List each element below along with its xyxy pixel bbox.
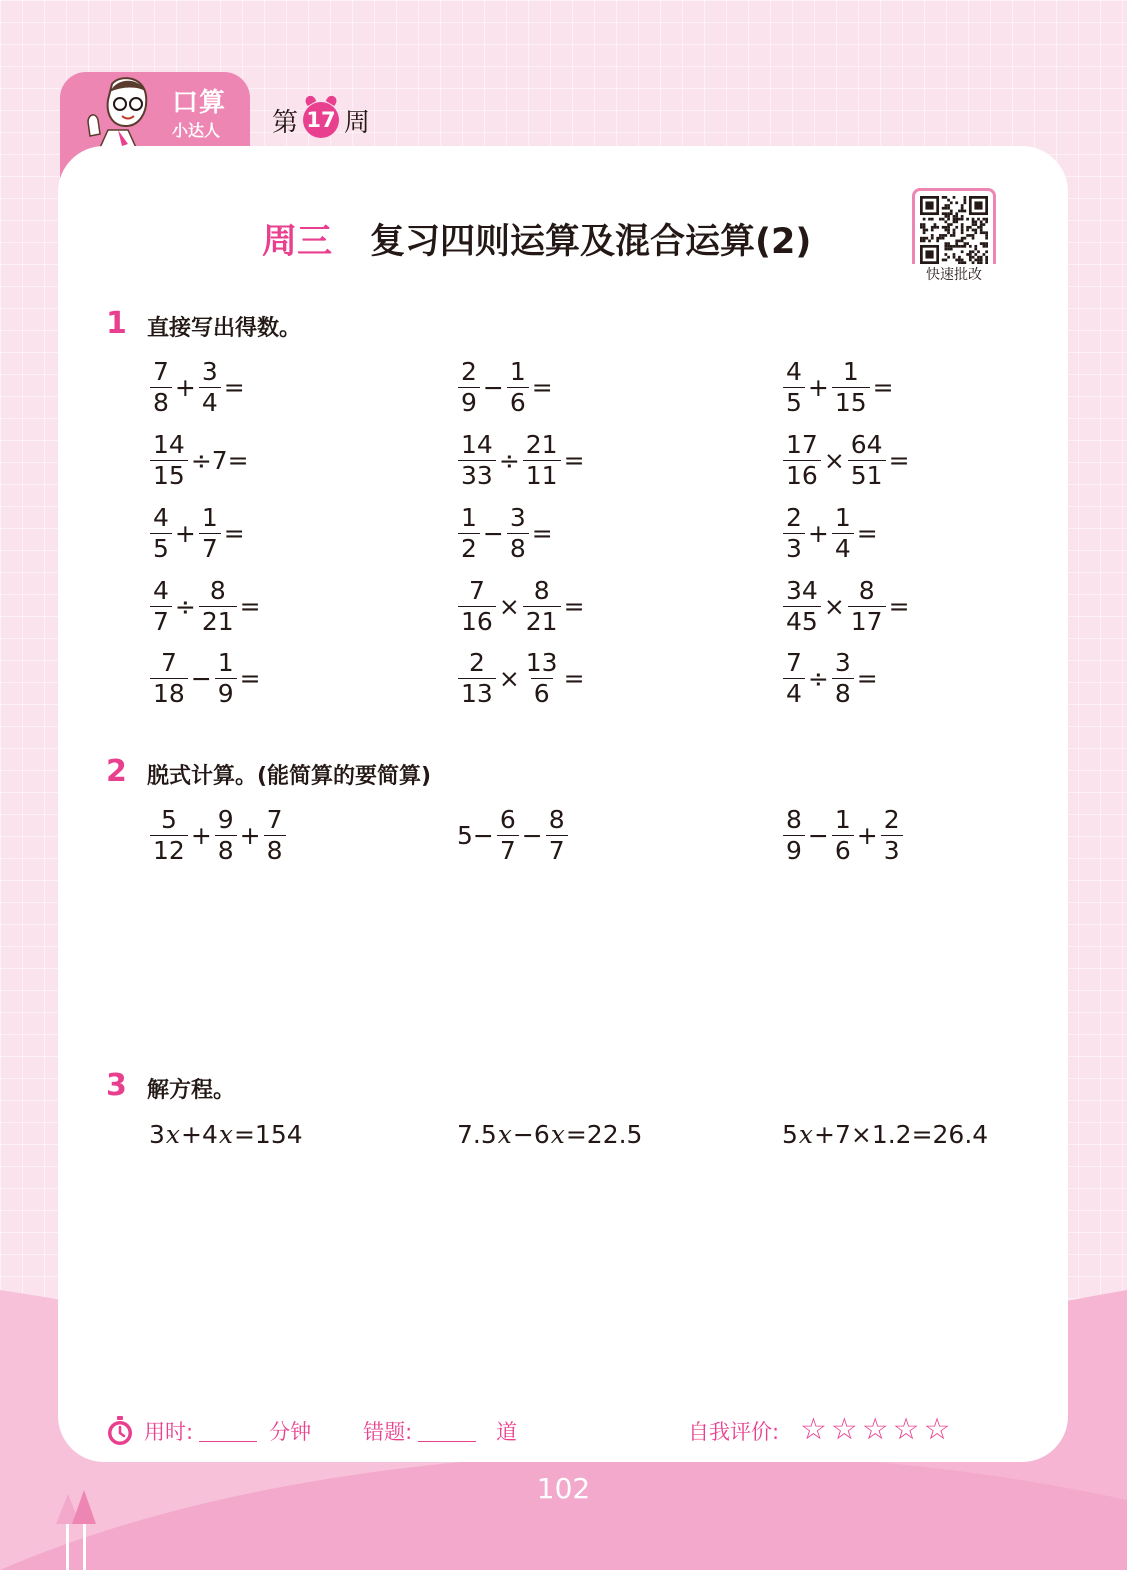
denominator: 3 xyxy=(783,533,805,563)
operator: − xyxy=(190,664,212,693)
problem-1-15 xyxy=(781,649,879,708)
fraction xyxy=(783,806,805,865)
numerator: 34 xyxy=(786,576,818,605)
problem-1-2 xyxy=(456,358,554,417)
numerator: 1 xyxy=(834,503,851,532)
time-input[interactable] xyxy=(199,1421,257,1442)
problem-1-10 xyxy=(148,577,262,636)
fraction xyxy=(523,431,561,490)
operator: = xyxy=(888,446,910,475)
fraction xyxy=(458,431,496,490)
denominator: 6 xyxy=(832,835,854,865)
numerator: 13 xyxy=(525,648,558,677)
variable: x xyxy=(218,1120,233,1149)
numerator: 4 xyxy=(153,576,169,605)
denominator: 11 xyxy=(523,460,561,490)
problem-1-1 xyxy=(148,358,246,417)
problem-1-11 xyxy=(456,577,586,636)
numerator: 1 xyxy=(834,805,851,834)
fraction xyxy=(507,504,529,563)
numerator: 1 xyxy=(509,357,526,386)
operator: × xyxy=(498,664,520,693)
fraction xyxy=(150,577,172,636)
denominator: 8 xyxy=(215,835,237,865)
numerator: 7 xyxy=(160,648,177,677)
fraction xyxy=(264,806,286,865)
fraction xyxy=(832,649,854,708)
numerator: 4 xyxy=(786,357,802,386)
errors-label: 错题: xyxy=(363,1420,413,1444)
fraction xyxy=(497,806,519,865)
operator: + xyxy=(174,519,196,548)
operator: 5− xyxy=(457,821,494,850)
fraction xyxy=(881,806,903,865)
problem-3-2 xyxy=(456,1120,643,1149)
week-prefix: 第 xyxy=(272,107,299,138)
denominator: 7 xyxy=(150,606,172,636)
problem-1-13 xyxy=(148,649,262,708)
numerator: 1 xyxy=(201,503,218,532)
operator: + xyxy=(807,519,829,548)
numerator: 8 xyxy=(786,805,802,834)
numerator: 7 xyxy=(153,357,169,386)
denominator: 6 xyxy=(507,387,529,417)
section-3-number: 3 xyxy=(106,1068,127,1103)
denominator: 21 xyxy=(199,606,237,636)
numerator: 7 xyxy=(468,576,485,605)
problem-2-1 xyxy=(148,806,288,865)
operator: = xyxy=(239,664,261,693)
operator: = xyxy=(563,664,585,693)
section-3-title: 解方程。 xyxy=(147,1078,236,1103)
operator: + xyxy=(174,373,196,402)
numerator: 14 xyxy=(153,430,185,459)
section-2-number: 2 xyxy=(106,754,127,789)
denominator: 5 xyxy=(150,533,172,563)
numerator: 8 xyxy=(858,576,875,605)
denominator: 4 xyxy=(199,387,221,417)
title-topic: 复习四则运算及混合运算(2) xyxy=(370,222,812,262)
operator: − xyxy=(482,373,504,402)
operator: + xyxy=(190,821,212,850)
fraction xyxy=(832,358,870,417)
time-label: 用时: xyxy=(144,1420,194,1444)
problem-1-9 xyxy=(781,504,879,563)
operator: ÷ xyxy=(498,446,520,475)
numerator: 4 xyxy=(153,503,169,532)
numerator: 7 xyxy=(266,805,283,834)
operator: × xyxy=(823,446,845,475)
fraction xyxy=(215,649,237,708)
denominator: 15 xyxy=(832,387,870,417)
problem-2-2 xyxy=(456,806,570,865)
fraction xyxy=(150,806,188,865)
problem-3-3 xyxy=(781,1120,989,1149)
numerator: 14 xyxy=(461,430,493,459)
denominator: 9 xyxy=(783,835,805,865)
operator: = xyxy=(223,373,245,402)
qr-code-icon xyxy=(920,196,988,264)
fraction xyxy=(458,358,480,417)
numerator: 17 xyxy=(786,430,818,459)
fraction xyxy=(783,649,805,708)
fraction xyxy=(783,358,805,417)
denominator: 15 xyxy=(150,460,188,490)
problem-1-6 xyxy=(781,431,911,490)
numerator: 21 xyxy=(525,430,558,459)
fraction xyxy=(848,431,886,490)
fraction xyxy=(523,577,561,636)
stopwatch-icon xyxy=(106,1416,134,1446)
operator: = xyxy=(531,519,553,548)
fraction xyxy=(215,806,237,865)
numerator: 7 xyxy=(786,648,802,677)
numerator: 9 xyxy=(217,805,234,834)
denominator: 16 xyxy=(783,460,821,490)
denominator: 33 xyxy=(458,460,496,490)
operator: = xyxy=(563,446,585,475)
denominator: 17 xyxy=(848,606,886,636)
numerator: 3 xyxy=(834,648,851,677)
denominator: 21 xyxy=(523,606,561,636)
operator: − xyxy=(521,821,543,850)
fraction xyxy=(199,358,221,417)
title-day: 周三 xyxy=(262,222,333,262)
section-1-title: 直接写出得数。 xyxy=(147,316,302,341)
problem-3-1 xyxy=(148,1120,304,1149)
fraction xyxy=(783,504,805,563)
errors-input[interactable] xyxy=(418,1421,476,1442)
denominator: 8 xyxy=(507,533,529,563)
fraction xyxy=(150,504,172,563)
denominator: 9 xyxy=(458,387,480,417)
section-2-title: 脱式计算。(能简算的要简算) xyxy=(147,764,432,789)
denominator: 7 xyxy=(497,835,519,865)
problem-1-8 xyxy=(456,504,554,563)
mascot-boy-icon xyxy=(82,74,154,152)
operator: ÷7= xyxy=(190,446,249,475)
operator: =22.5 xyxy=(565,1120,643,1149)
fraction xyxy=(150,431,188,490)
problem-1-5 xyxy=(456,431,586,490)
fraction xyxy=(199,504,221,563)
brand-subtitle: 小达人 xyxy=(172,121,221,140)
operator: − xyxy=(482,519,504,548)
week-label xyxy=(272,100,370,140)
operator: − xyxy=(807,821,829,850)
variable: x xyxy=(798,1120,814,1149)
fraction xyxy=(199,577,237,636)
footer-time xyxy=(106,1416,517,1446)
denominator: 8 xyxy=(264,835,286,865)
errors-unit: 道 xyxy=(496,1420,518,1444)
page-title xyxy=(262,214,811,264)
numerator: 3 xyxy=(201,357,218,386)
operator: + xyxy=(856,821,878,850)
operator: + xyxy=(239,821,261,850)
denominator: 7 xyxy=(546,835,568,865)
problem-1-7 xyxy=(148,504,246,563)
fraction xyxy=(546,806,568,865)
denominator: 4 xyxy=(783,678,805,708)
tree-decoration-icon xyxy=(54,1490,98,1570)
operator: = xyxy=(531,373,553,402)
variable: x xyxy=(550,1120,565,1149)
operator: 5 xyxy=(782,1120,798,1149)
qr-code[interactable] xyxy=(912,188,996,272)
week-number-badge: 17 xyxy=(303,102,339,138)
operator: × xyxy=(823,592,845,621)
footer-rating xyxy=(688,1416,779,1446)
denominator: 4 xyxy=(832,533,854,563)
fraction xyxy=(832,806,854,865)
denominator: 8 xyxy=(832,678,854,708)
numerator: 6 xyxy=(499,805,516,834)
denominator: 6 xyxy=(531,678,553,708)
fraction xyxy=(783,431,821,490)
operator: −6 xyxy=(512,1120,550,1149)
denominator: 7 xyxy=(199,533,221,563)
week-suffix: 周 xyxy=(344,107,371,138)
problem-1-12 xyxy=(781,577,911,636)
numerator: 8 xyxy=(209,576,226,605)
denominator: 12 xyxy=(150,835,188,865)
operator: × xyxy=(498,592,520,621)
variable: x xyxy=(165,1120,181,1149)
operator: ÷ xyxy=(807,664,829,693)
numerator: 3 xyxy=(509,503,526,532)
problem-1-3 xyxy=(781,358,895,417)
numerator: 1 xyxy=(842,357,859,386)
operator: 3 xyxy=(149,1120,165,1149)
operator: +7×1.2=26.4 xyxy=(814,1120,989,1149)
fraction xyxy=(458,649,496,708)
operator: = xyxy=(856,664,878,693)
section-1-number: 1 xyxy=(106,306,127,341)
operator: = xyxy=(888,592,910,621)
operator: +4 xyxy=(181,1120,218,1149)
numerator: 64 xyxy=(850,430,883,459)
numerator: 1 xyxy=(217,648,234,677)
fraction xyxy=(523,649,561,708)
operator: = xyxy=(856,519,878,548)
denominator: 3 xyxy=(881,835,903,865)
operator: = xyxy=(223,519,245,548)
numerator: 8 xyxy=(533,576,550,605)
worksheet-card xyxy=(58,146,1068,1462)
fraction xyxy=(458,577,496,636)
page-number: 102 xyxy=(536,1472,591,1505)
numerator: 2 xyxy=(786,503,802,532)
denominator: 2 xyxy=(458,533,480,563)
fraction xyxy=(848,577,886,636)
denominator: 16 xyxy=(458,606,496,636)
fraction xyxy=(150,649,188,708)
numerator: 1 xyxy=(461,503,477,532)
fraction xyxy=(507,358,529,417)
numerator: 2 xyxy=(461,357,477,386)
fraction xyxy=(783,577,821,636)
operator: = xyxy=(872,373,894,402)
operator: 7.5 xyxy=(457,1120,497,1149)
denominator: 18 xyxy=(150,678,188,708)
denominator: 8 xyxy=(150,387,172,417)
time-unit: 分钟 xyxy=(269,1420,312,1444)
denominator: 45 xyxy=(783,606,821,636)
operator: ÷ xyxy=(174,592,196,621)
denominator: 9 xyxy=(215,678,237,708)
numerator: 8 xyxy=(548,805,565,834)
brand-title: 口算 xyxy=(172,88,227,118)
operator: + xyxy=(807,373,829,402)
operator: =154 xyxy=(233,1120,303,1149)
numerator: 2 xyxy=(883,805,900,834)
problem-1-14 xyxy=(456,649,586,708)
denominator: 51 xyxy=(848,460,886,490)
problem-2-3 xyxy=(781,806,905,865)
numerator: 2 xyxy=(468,648,485,677)
fraction xyxy=(150,358,172,417)
rating-stars[interactable]: ☆☆☆☆☆ xyxy=(800,1412,955,1447)
problem-1-4 xyxy=(148,431,250,490)
variable: x xyxy=(497,1120,512,1149)
denominator: 5 xyxy=(783,387,805,417)
fraction xyxy=(458,504,480,563)
denominator: 13 xyxy=(458,678,496,708)
numerator: 5 xyxy=(160,805,177,834)
qr-label: 快速批改 xyxy=(906,264,1002,284)
operator: = xyxy=(239,592,261,621)
fraction xyxy=(832,504,854,563)
operator: = xyxy=(563,592,585,621)
rating-label: 自我评价: xyxy=(688,1420,780,1444)
